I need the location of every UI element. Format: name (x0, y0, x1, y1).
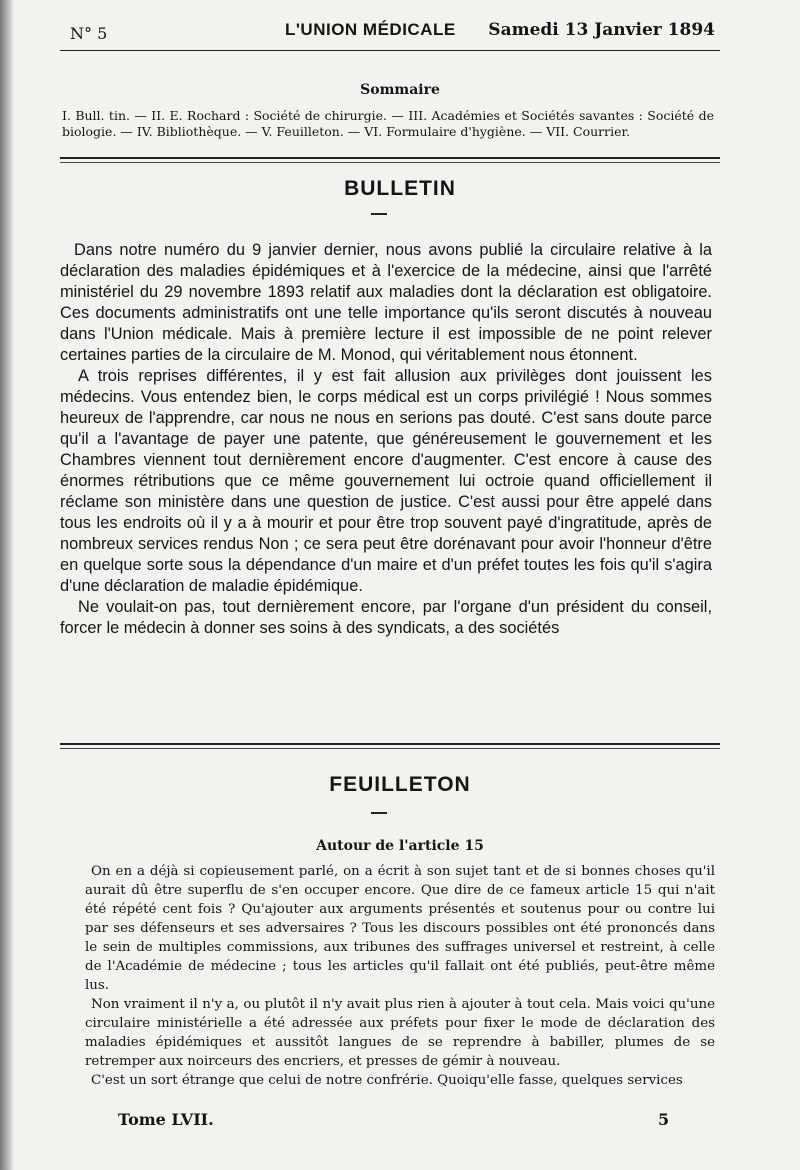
feuilleton-dash (371, 812, 387, 814)
feuilleton-title: FEUILLETON (329, 773, 471, 796)
volume-label: Tome LVII. (118, 1110, 214, 1129)
sommaire-title: Sommaire (360, 82, 440, 98)
issue-number: N° 5 (70, 24, 108, 43)
page-binding-edge (0, 0, 14, 1170)
feuilleton-body (85, 862, 715, 1090)
section-divider-top (60, 157, 720, 159)
feuilleton-paragraph: Non vraiment il n'y a, ou plutôt il n'y avait plus rien à ajouter à tout cela. Mais voici qu'une circulaire ministérielle a été adressée aux préfets pour fixer le mode de déclaration des maladies épidémiques et aussitôt langues de se reprendre à babiller, plumes de se retremper aux noirceurs des encriers, et presses de gémir à nouveau. (85, 997, 715, 1069)
bulletin-paragraph: A trois reprises différentes, il y est fait allusion aux privilèges dont jouissent les médecins. Vous entendez bien, le corps médical est un corps privilégié ! Nous sommes heureux de l'apprendre, car nous ne nous en serions pas douté. C'est sans doute parce qu'il a l'avantage de payer une patente, que généreusement le gouvernement et les Chambres viennent tout dernièrement encore d'augmenter. C'est encore à cause des énormes rétributions que ce même gouvernement lui octroie quand officiellement il réclame son ministère dans une question de justice. C'est aussi pour être appelé dans tous les endroits où il y a à mourir et pour être trop souvent payé d'ingratitude, après de nombreux services rendus Non ; ce sera peut être dorénavant pour avoir l'honneur d'être en quelque sorte sous la dépendance d'un maire et d'un préfet toutes les fois qu'il s'agira d'une déclaration de maladie épidémique. (60, 367, 712, 595)
issue-date: Samedi 13 Janvier 1894 (488, 20, 715, 40)
bulletin-title: BULLETIN (344, 177, 456, 200)
header-rule (60, 50, 720, 51)
sommaire-contents: I. Bull. tin. — II. E. Rochard : Société de chirurgie. — III. Académies et Sociétés savantes : Société de biologie. — IV. Bibliothèque. — V. Feuilleton. — VI. Formulaire d'hygiène. — VII. Courrier. (62, 108, 714, 139)
bulletin-paragraph: Ne voulait-on pas, tout dernièrement encore, par l'organe d'un président du conseil, forcer le médecin à donner ses soins à des syndicats, a des sociétés (60, 598, 712, 637)
bulletin-paragraph: Dans notre numéro du 9 janvier dernier, nous avons publié la circulaire relative à la déclaration des maladies épidémiques et à l'exercice de la médecine, ainsi que l'arrêté ministériel du 29 novembre 1893 relatif aux maladies dont la déclaration est obligatoire. Ces documents administratifs ont une telle importance qu'ils seront discutés à nouveau dans l'Union médicale. Mais à première lecture il est impossible de ne point relever certaines parties de la circulaire de M. Monod, qui véritablement nous étonnent. (60, 241, 712, 364)
feuilleton-subtitle: Autour de l'article 15 (316, 838, 484, 854)
bulletin-body (60, 240, 712, 639)
page-number: 5 (658, 1110, 670, 1129)
bulletin-dash (371, 213, 387, 215)
feuilleton-paragraph: C'est un sort étrange que celui de notre confrérie. Quoiqu'elle fasse, quelques services (91, 1073, 683, 1088)
running-header (70, 18, 715, 46)
section-divider-bottom (60, 743, 720, 745)
feuilleton-paragraph: On en a déjà si copieusement parlé, on a écrit à son sujet tant et de si bonnes choses qu'il aurait dû être superflu de s'en occuper encore. Que dire de ce fameux article 15 qui n'ait été répété cent fois ? Qu'ajouter aux arguments présentés et soutenus pour ou contre lui par ses défenseurs et ses adversaires ? Tous les discours possibles ont été prononcés dans le sein de multiples commissions, aux tribunes des suffrages universel et restreint, à celle de l'Académie de médecine ; tous les articles qu'il fallait ont été publiés, peut-être même lus. (85, 864, 715, 993)
journal-title: L'UNION MÉDICALE (285, 20, 456, 39)
